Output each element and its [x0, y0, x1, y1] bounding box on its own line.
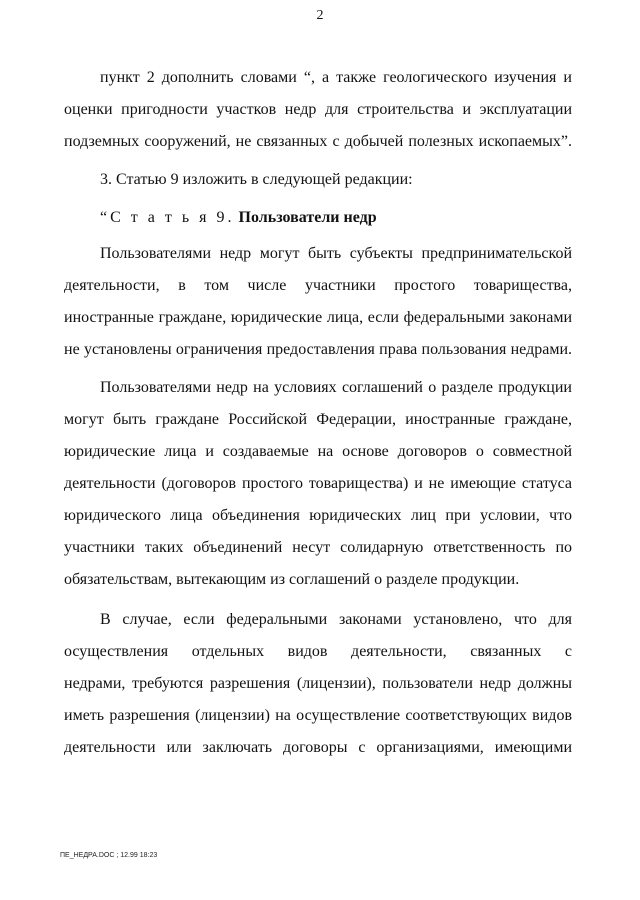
paragraph-3: [64, 604, 572, 764]
text-line: деятельности, в том числе участники простого товарищества,: [64, 277, 572, 294]
text-line: В случае, если федеральными законами установлено, что для: [100, 611, 572, 628]
article-label: “С т а т ь я 9.: [100, 209, 235, 226]
intro-block: [64, 62, 572, 196]
paragraph-2: [64, 372, 572, 596]
text-line: могут быть граждане Российской Федерации, иностранные граждане,: [64, 411, 572, 428]
text-line: участники таких объединений несут солидарную ответственность по: [64, 539, 572, 556]
text-line: обязательствам, вытекающим из соглашений о разделе продукции.: [64, 571, 520, 588]
page-number: 2: [316, 8, 324, 23]
text-line: иностранные граждане, юридические лица, если федеральными законами: [64, 309, 572, 326]
text-line: недрами, требуются разрешения (лицензии), пользователи недр должны: [64, 675, 572, 692]
text-line: 3. Статью 9 изложить в следующей редакции:: [100, 171, 413, 188]
text-line: подземных сооружений, не связанных с добычей полезных ископаемых”.: [64, 133, 572, 150]
text-line: юридические лица и создаваемые на основе договоров о совместной: [64, 443, 572, 460]
text-line: Пользователями недр на условиях соглашений о разделе продукции: [100, 379, 572, 396]
text-line: деятельности (договоров простого товарищества) и не имеющие статуса: [64, 475, 572, 492]
text-line: не установлены ограничения предоставления права пользования недрами.: [64, 341, 572, 358]
text-line: Пользователями недр могут быть субъекты предпринимательской: [100, 245, 572, 262]
text-line: иметь разрешения (лицензии) на осуществление соответствующих видов: [64, 707, 572, 724]
article-heading: [100, 202, 572, 234]
text-line: юридического лица объединения юридических лиц при условии, что: [64, 507, 572, 524]
text-line: осуществления отдельных видов деятельности, связанных с: [64, 643, 572, 660]
document-body: [64, 62, 572, 764]
article-title: Пользователи недр: [238, 209, 377, 226]
text-line: пункт 2 дополнить словами “, а также геологического изучения и: [100, 69, 572, 86]
paragraph-1: [64, 238, 572, 366]
text-line: деятельности или заключать договоры с организациями, имеющими: [64, 739, 572, 756]
file-footer: ПЕ_НЕДРА.DOC ; 12.99 18:23: [60, 852, 158, 859]
text-line: оценки пригодности участков недр для строительства и эксплуатации: [64, 101, 572, 118]
